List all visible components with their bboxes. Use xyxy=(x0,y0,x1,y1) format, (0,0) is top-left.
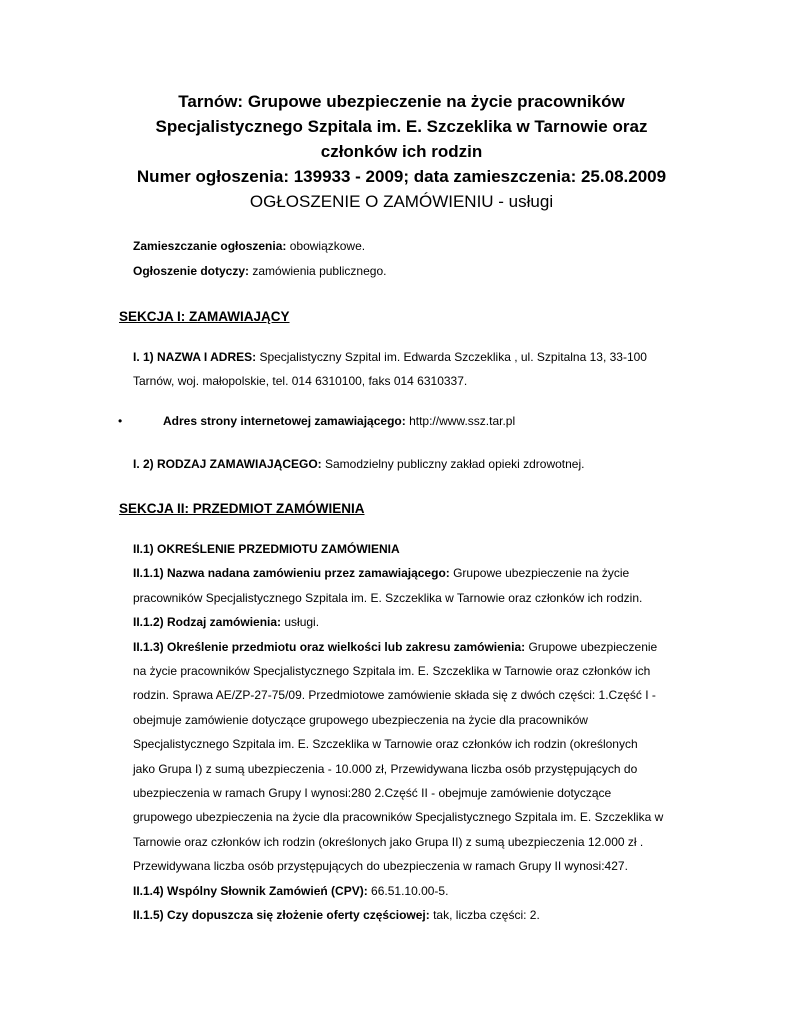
scope-line: grupowego ubezpieczenia na życie dla pracowników Specjalistycznego Szpitala im. E. Szczeklika w xyxy=(133,810,664,825)
website-row xyxy=(118,414,515,428)
title-line-2: Specjalistycznego Szpitala im. E. Szczeklika w Tarnowie oraz xyxy=(155,117,648,136)
scope-label: II.1.3) Określenie przedmiotu oraz wielkości lub zakresu zamówienia: xyxy=(133,639,526,654)
section-2-heading: SEKCJA II: PRZEDMIOT ZAMÓWIENIA xyxy=(119,501,365,516)
scope-line: na życie pracowników Specjalistycznego Szpitala im. E. Szczeklika w Tarnowie oraz członków ich xyxy=(133,664,651,679)
cpv-value: 66.51.10.00-5. xyxy=(367,883,449,898)
contracting-authority-name-address xyxy=(133,345,678,394)
website-label: Adres strony internetowej zamawiającego: xyxy=(163,414,406,428)
posting-value: obowiązkowe. xyxy=(286,239,366,253)
scope-line: jako Grupa I) z sumą ubezpieczenia - 10.000 zł, Przewidywana liczba osób przystępujących do xyxy=(133,761,638,776)
concerns-label: Ogłoszenie dotyczy: xyxy=(133,264,250,278)
name-address-label: I. 1) NAZWA I ADRES: xyxy=(133,350,257,364)
contract-name-value-cont: pracowników Specjalistycznego Szpitala im. E. Szczeklika w Tarnowie oraz członków ich rodzin. xyxy=(133,590,643,605)
name-address-value: Specjalistyczny Szpital im. Edwarda Szczeklika , ul. Szpitalna 13, 33-100 xyxy=(256,350,647,364)
title-line-3: członków ich rodzin xyxy=(320,142,483,161)
contract-name-label: II.1.1) Nazwa nadana zamówieniu przez zamawiającego: xyxy=(133,566,450,581)
section-1-heading: SEKCJA I: ZAMAWIAJĄCY xyxy=(119,309,290,324)
contract-type-label: II.1.2) Rodzaj zamówienia: xyxy=(133,615,282,630)
posting-label: Zamieszczanie ogłoszenia: xyxy=(133,239,287,253)
notice-concerns xyxy=(133,264,386,278)
section-2-body xyxy=(133,537,678,928)
scope-line: Specjalistycznego Szpitala im. E. Szczeklika w Tarnowie oraz członków ich rodzin (określonych xyxy=(133,737,638,752)
authority-type-value: Samodzielny publiczny zakład opieki zdrowotnej. xyxy=(321,457,585,471)
contract-type-value: usługi. xyxy=(281,615,320,630)
concerns-value: zamówienia publicznego. xyxy=(249,264,387,278)
scope-line: rodzin. Sprawa AE/ZP-27-75/09. Przedmiotowe zamówienie składa się z dwóch części: 1.Część I - xyxy=(133,688,656,703)
title-line-1: Tarnów: Grupowe ubezpieczenie na życie pracowników xyxy=(178,92,625,111)
website-value[interactable]: http://www.ssz.tar.pl xyxy=(405,414,516,428)
subject-heading: II.1) OKREŚLENIE PRZEDMIOTU ZAMÓWIENIA xyxy=(133,542,400,556)
notice-type: OGŁOSZENIE O ZAMÓWIENIU - usługi xyxy=(249,192,554,211)
contract-name-value: Grupowe ubezpieczenie na życie xyxy=(449,566,630,581)
authority-type-label: I. 2) RODZAJ ZAMAWIAJĄCEGO: xyxy=(133,457,322,471)
name-address-value-cont: Tarnów, woj. małopolskie, tel. 014 6310100, faks 014 6310337. xyxy=(133,374,468,389)
bullet: • xyxy=(118,414,123,428)
document-title xyxy=(100,89,703,215)
scope-line: Przewidywana liczba osób przystępujących do ubezpieczenia w ramach Grupy II wynosi:427. xyxy=(133,859,628,874)
scope-line: obejmuje zamówienie dotyczące grupowego ubezpieczenia na życie dla pracowników xyxy=(133,712,588,727)
scope-line: ubezpieczenia w ramach Grupy I wynosi:280 2.Część II - obejmuje zamówienie dotyczące xyxy=(133,786,612,801)
posting-status xyxy=(133,239,365,253)
authority-type xyxy=(133,452,678,476)
cpv-label: II.1.4) Wspólny Słownik Zamówień (CPV): xyxy=(133,883,368,898)
scope-line: Tarnowie oraz członków ich rodzin (określonych jako Grupa II) z sumą ubezpieczenia 12.000 zł . xyxy=(133,834,644,849)
scope-value: Grupowe ubezpieczenie xyxy=(525,639,658,654)
announcement-number: Numer ogłoszenia: 139933 - 2009; data zamieszczenia: 25.08.2009 xyxy=(136,167,667,186)
partial-offer-label: II.1.5) Czy dopuszcza się złożenie oferty częściowej: xyxy=(133,908,430,923)
partial-offer-value: tak, liczba części: 2. xyxy=(429,908,540,923)
